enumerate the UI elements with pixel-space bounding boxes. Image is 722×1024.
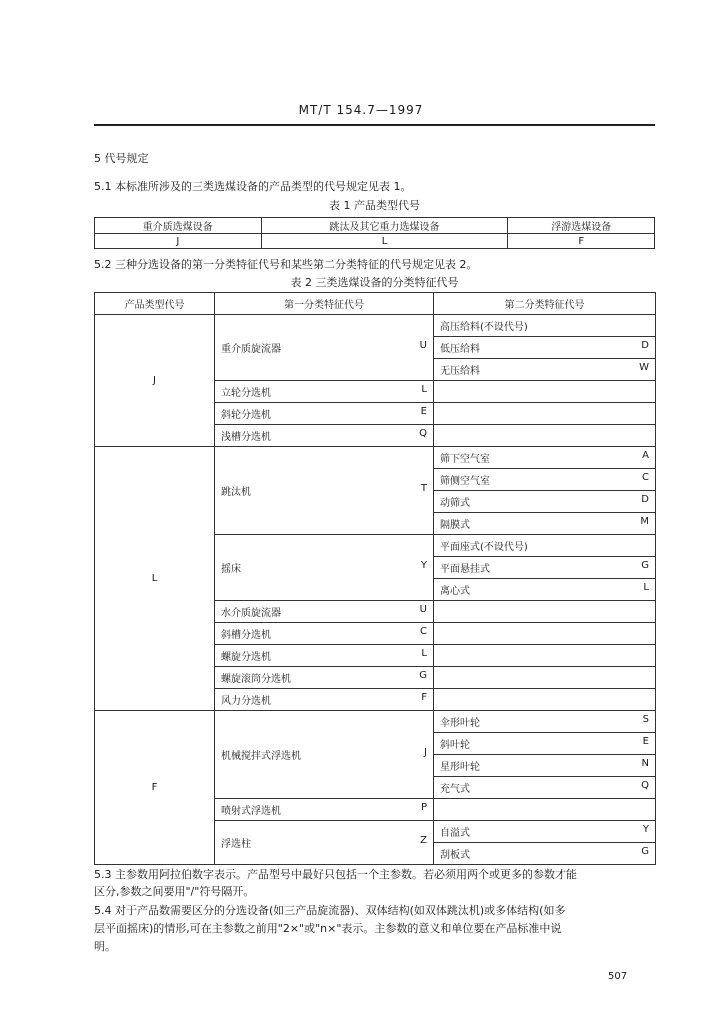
second-class-code: Q xyxy=(641,780,649,791)
second-class-cell xyxy=(434,667,656,689)
first-class-cell xyxy=(215,645,434,667)
second-class-cell xyxy=(434,799,656,821)
second-class-name: 平面座式(不设代号) xyxy=(440,542,528,553)
paragraph-5-3-line1: 5.3 主参数用阿拉伯数字表示。产品型号中最好只包括一个主参数。若必须用两个或更多的参数才能 xyxy=(94,868,577,881)
second-class-cell xyxy=(434,623,656,645)
table2-caption: 表 2 三类选煤设备的分类特征代号 xyxy=(290,276,459,289)
first-class-name: 喷射式浮选机 xyxy=(221,806,281,817)
second-class-cell xyxy=(434,579,656,601)
second-class-code: G xyxy=(641,560,649,571)
first-class-code: Z xyxy=(420,835,427,846)
first-class-code: G xyxy=(419,670,427,681)
table1-header: 浮游选煤设备 xyxy=(508,218,655,234)
table2-header: 第二分类特征代号 xyxy=(434,293,656,315)
second-class-name: 筛下空气室 xyxy=(440,454,490,465)
first-class-cell xyxy=(215,447,434,535)
product-type-code: J xyxy=(95,315,215,447)
second-class-cell xyxy=(434,359,656,381)
first-class-code: P xyxy=(420,802,427,813)
second-class-code: A xyxy=(642,450,649,461)
second-class-code: W xyxy=(639,362,649,373)
table1-caption: 表 1 产品类型代号 xyxy=(329,199,420,212)
second-class-cell xyxy=(434,337,656,359)
first-class-name: 浅槽分选机 xyxy=(221,432,271,443)
second-class-name: 筛侧空气室 xyxy=(440,476,490,487)
paragraph-5-2: 5.2 三种分选设备的第一分类特征代号和某些第二分类特征的代号规定见表 2。 xyxy=(94,258,478,271)
second-class-code: D xyxy=(641,494,649,505)
second-class-name: 平面悬挂式 xyxy=(440,564,490,575)
second-class-name: 动筛式 xyxy=(440,498,470,509)
table2-header: 产品类型代号 xyxy=(95,293,215,315)
second-class-cell xyxy=(434,689,656,711)
second-class-name: 刮板式 xyxy=(440,850,470,861)
product-type-code: F xyxy=(95,711,215,865)
second-class-cell xyxy=(434,381,656,403)
first-class-cell xyxy=(215,821,434,865)
first-class-code: C xyxy=(420,626,427,637)
first-class-cell xyxy=(215,315,434,381)
second-class-cell xyxy=(434,601,656,623)
second-class-cell xyxy=(434,645,656,667)
second-class-cell xyxy=(434,535,656,557)
first-class-name: 风力分选机 xyxy=(221,696,271,707)
first-class-name: 斜槽分选机 xyxy=(221,630,271,641)
second-class-name: 低压给料 xyxy=(440,344,480,355)
first-class-cell xyxy=(215,623,434,645)
first-class-name: 螺旋分选机 xyxy=(221,652,271,663)
table-1 xyxy=(94,217,655,249)
page-number: 507 xyxy=(608,971,628,982)
second-class-code: N xyxy=(641,758,649,769)
second-class-code: M xyxy=(640,516,649,527)
second-class-cell xyxy=(434,755,656,777)
second-class-code: D xyxy=(641,340,649,351)
paragraph-5-4-line1: 5.4 对于产品数需要区分的分选设备(如三产品旋流器)、双体结构(如双体跳汰机)或多体结构(如多 xyxy=(94,904,566,917)
paragraph-5-4-line3: 明。 xyxy=(94,940,116,953)
first-class-code: T xyxy=(420,483,427,494)
table2-header: 第一分类特征代号 xyxy=(215,293,434,315)
first-class-cell xyxy=(215,667,434,689)
first-class-cell xyxy=(215,381,434,403)
second-class-name: 充气式 xyxy=(440,784,470,795)
second-class-code: E xyxy=(642,736,649,747)
section-heading: 5 代号规定 xyxy=(94,152,149,165)
first-class-name: 重介质旋流器 xyxy=(221,344,281,355)
first-class-name: 斜轮分选机 xyxy=(221,410,271,421)
first-class-name: 浮选柱 xyxy=(221,839,251,850)
paragraph-5-1: 5.1 本标准所涉及的三类选煤设备的产品类型的代号规定见表 1。 xyxy=(94,180,412,193)
first-class-code: F xyxy=(421,692,427,703)
second-class-cell xyxy=(434,821,656,843)
second-class-name: 高压给料(不设代号) xyxy=(440,322,528,333)
second-class-cell xyxy=(434,557,656,579)
second-class-cell xyxy=(434,403,656,425)
table-2 xyxy=(94,292,656,865)
first-class-code: U xyxy=(419,604,427,615)
table1-code: J xyxy=(95,234,262,249)
second-class-name: 无压给料 xyxy=(440,366,480,377)
first-class-cell xyxy=(215,425,434,447)
second-class-name: 星形叶轮 xyxy=(440,762,480,773)
header-rule xyxy=(94,124,655,126)
second-class-cell xyxy=(434,315,656,337)
second-class-cell xyxy=(434,447,656,469)
second-class-code: C xyxy=(642,472,649,483)
first-class-name: 水介质旋流器 xyxy=(221,608,281,619)
second-class-cell xyxy=(434,733,656,755)
table1-header: 重介质选煤设备 xyxy=(95,218,262,234)
first-class-cell xyxy=(215,403,434,425)
second-class-cell xyxy=(434,513,656,535)
second-class-code: G xyxy=(641,846,649,857)
second-class-cell xyxy=(434,491,656,513)
second-class-cell xyxy=(434,777,656,799)
first-class-cell xyxy=(215,711,434,799)
second-class-name: 离心式 xyxy=(440,586,470,597)
first-class-name: 跳汰机 xyxy=(221,487,251,498)
second-class-code: L xyxy=(643,582,649,593)
second-class-code: Y xyxy=(642,824,649,835)
table1-code: F xyxy=(508,234,655,249)
first-class-code: E xyxy=(420,406,427,417)
first-class-name: 摇床 xyxy=(221,564,241,575)
first-class-cell xyxy=(215,799,434,821)
standard-header: MT/T 154.7—1997 xyxy=(298,103,424,117)
paragraph-5-3-line2: 区分,参数之间要用"/"符号隔开。 xyxy=(94,885,255,898)
product-type-code: L xyxy=(95,447,215,711)
second-class-cell xyxy=(434,843,656,865)
second-class-code: S xyxy=(642,714,649,725)
second-class-cell xyxy=(434,425,656,447)
first-class-name: 机械搅拌式浮选机 xyxy=(221,751,301,762)
second-class-name: 伞形叶轮 xyxy=(440,718,480,729)
first-class-code: U xyxy=(419,340,427,351)
first-class-code: J xyxy=(424,747,427,758)
first-class-code: Q xyxy=(419,428,427,439)
first-class-cell xyxy=(215,535,434,601)
first-class-name: 螺旋滚筒分选机 xyxy=(221,674,291,685)
paragraph-5-4-line2: 层平面摇床)的情形,可在主参数之前用"2×"或"n×"表示。主参数的意义和单位要在产品标准中说 xyxy=(94,922,562,935)
table1-code: L xyxy=(261,234,508,249)
first-class-code: L xyxy=(421,648,427,659)
first-class-cell xyxy=(215,601,434,623)
second-class-name: 斜叶轮 xyxy=(440,740,470,751)
second-class-name: 隔膜式 xyxy=(440,520,470,531)
second-class-cell xyxy=(434,469,656,491)
first-class-cell xyxy=(215,689,434,711)
first-class-name: 立轮分选机 xyxy=(221,388,271,399)
second-class-name: 自溢式 xyxy=(440,828,470,839)
second-class-cell xyxy=(434,711,656,733)
first-class-code: L xyxy=(421,384,427,395)
table1-header: 跳汰及其它重力选煤设备 xyxy=(261,218,508,234)
first-class-code: Y xyxy=(420,560,427,571)
